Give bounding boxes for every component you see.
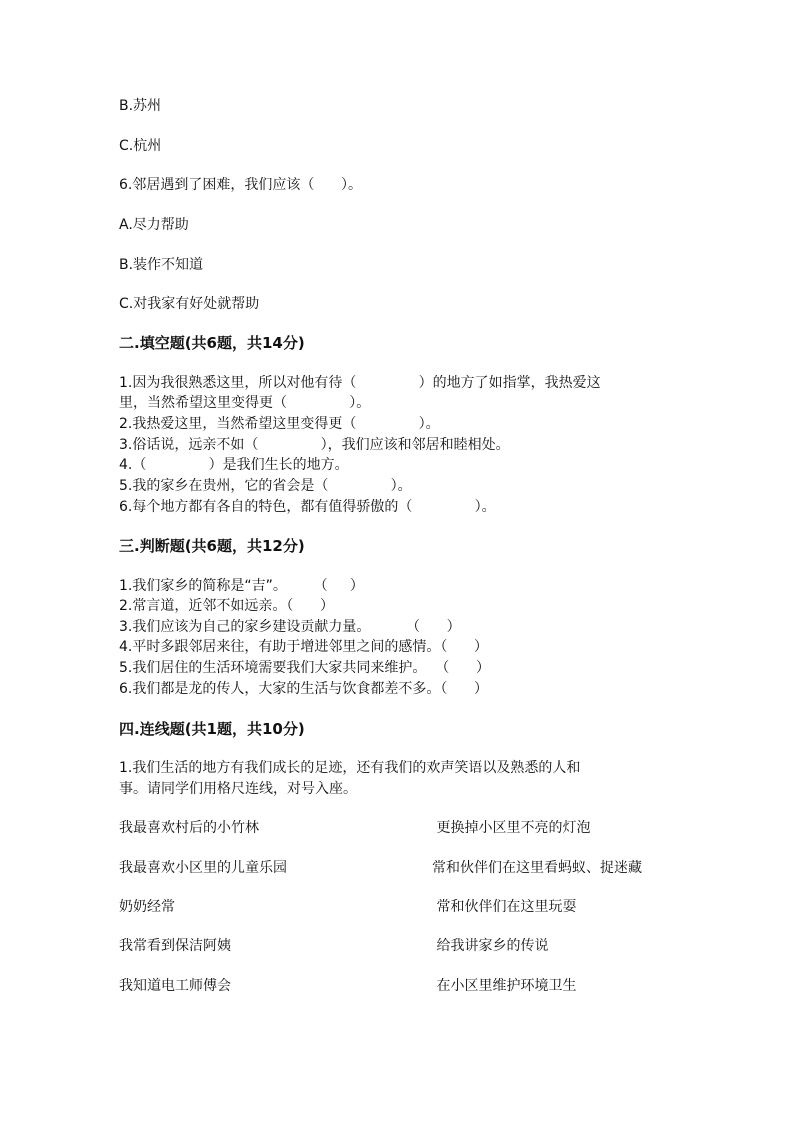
fill-line: 里，当然希望这里变得更（ ）。 (119, 395, 371, 411)
option-b: B.苏州 (119, 98, 162, 114)
section-title: 三.判断题(共6题，共12分) (119, 537, 305, 555)
judge-line: 4.平时多跟邻居来往，有助于增进邻里之间的感情。（ ） (119, 639, 489, 655)
match-left-item: 我常看到保洁阿姨 (119, 938, 231, 954)
option-b: B.装作不知道 (119, 257, 204, 273)
judge-line: 1.我们家乡的简称是“吉”。 （ ） (119, 578, 364, 594)
question-line: 事。请同学们用格尺连线，对号入座。 (119, 781, 357, 797)
match-left-item: 我最喜欢小区里的儿童乐园 (119, 860, 287, 876)
match-right-item: 在小区里维护环境卫生 (432, 978, 577, 994)
match-right-item: 给我讲家乡的传说 (432, 938, 549, 954)
match-right-item: 常和伙伴们在这里玩耍 (432, 899, 577, 915)
judge-line: 3.我们应该为自己的家乡建设贡献力量。 （ ） (119, 619, 461, 635)
judge-line: 6.我们都是龙的传人，大家的生活与饮食都差不多。（ ） (119, 681, 489, 697)
option-c: C.对我家有好处就帮助 (119, 296, 260, 312)
judge-line: 2.常言道，近邻不如远亲。（ ） (119, 598, 335, 614)
question-stem: 6.邻居遇到了困难，我们应该（ ）。 (119, 177, 363, 193)
fill-line: 2.我热爱这里，当然希望这里变得更（ ）。 (119, 416, 440, 432)
match-left-item: 我最喜欢村后的小竹林 (119, 820, 259, 836)
fill-line: 5.我的家乡在贵州，它的省会是（ ）。 (119, 478, 412, 494)
section-title: 四.连线题(共1题，共10分) (119, 720, 305, 738)
fill-line: 1.因为我很熟悉这里，所以对他有待（ ）的地方了如指掌，我热爱这 (119, 375, 601, 391)
question-line: 1.我们生活的地方有我们成长的足迹，还有我们的欢声笑语以及熟悉的人和 (119, 760, 581, 776)
option-c: C.杭州 (119, 138, 162, 154)
match-right-item: 更换掉小区里不亮的灯泡 (432, 820, 591, 836)
fill-line: 6.每个地方都有各自的特色，都有值得骄傲的（ ）。 (119, 499, 496, 515)
match-left-item: 奶奶经常 (119, 899, 175, 915)
match-right-item: 常和伙伴们在这里看蚂蚁、捉迷藏 (432, 860, 642, 876)
fill-line: 4.（ ）是我们生长的地方。 (119, 457, 349, 473)
section-title: 二.填空题(共6题，共14分) (119, 334, 305, 352)
option-a: A.尽力帮助 (119, 217, 189, 233)
judge-line: 5.我们居住的生活环境需要我们大家共同来维护。 （ ） (119, 660, 490, 676)
fill-line: 3.俗话说，远亲不如（ ），我们应该和邻居和睦相处。 (119, 437, 510, 453)
match-left-item: 我知道电工师傅会 (119, 978, 231, 994)
